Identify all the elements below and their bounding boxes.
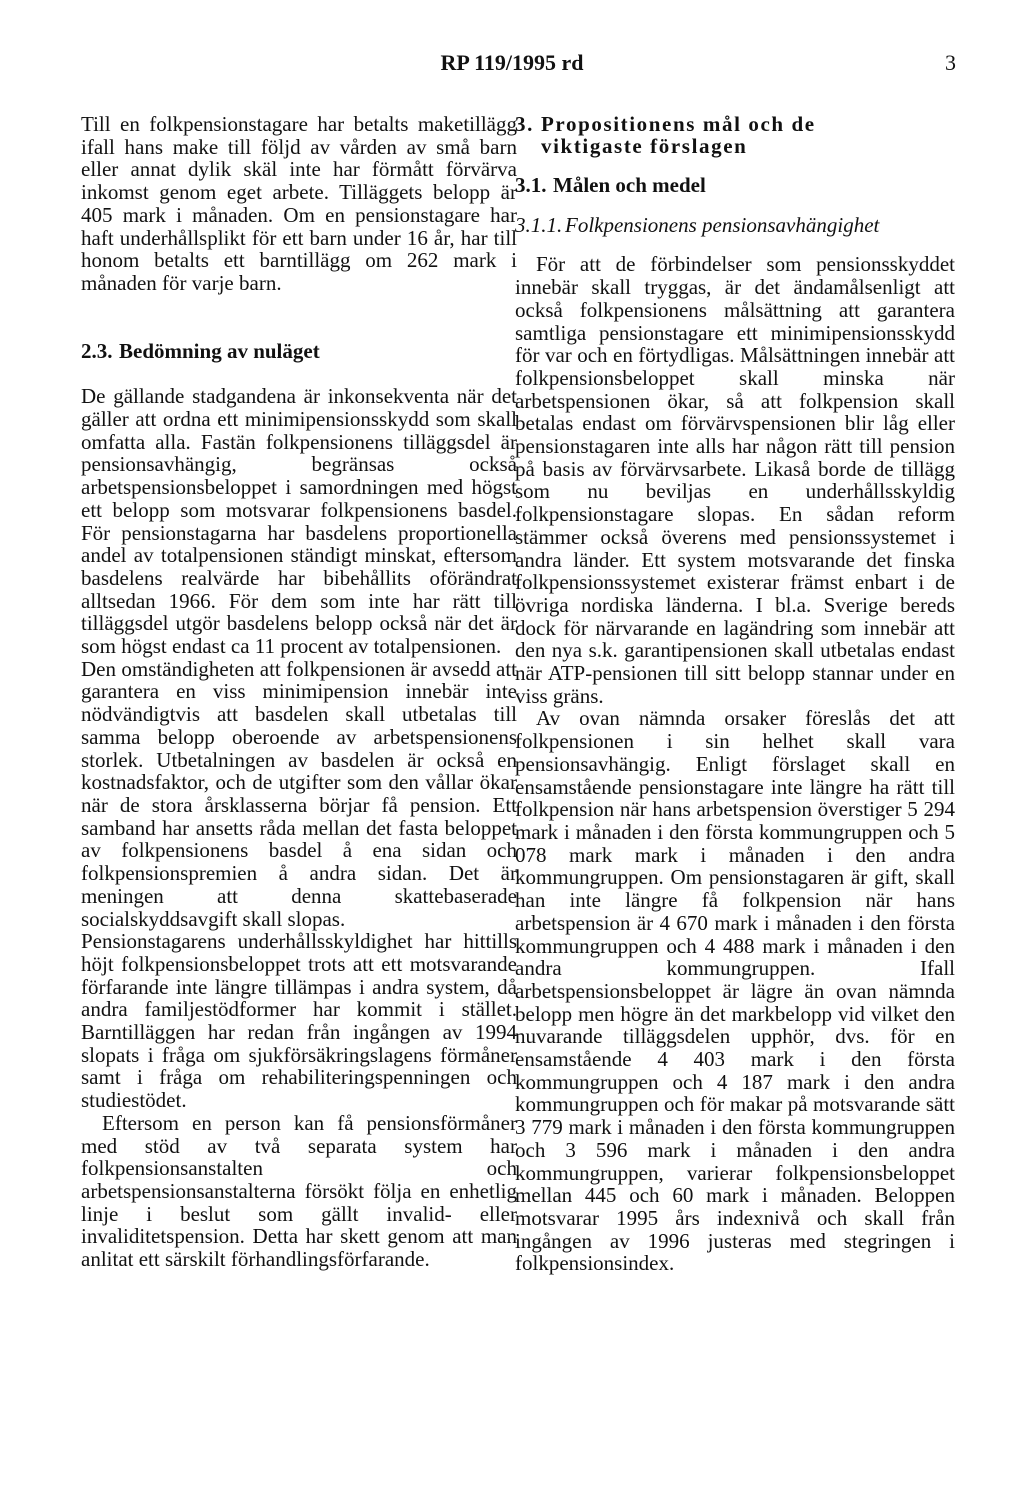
section-title: Bedömning av nuläget xyxy=(119,338,320,363)
section-heading-3 xyxy=(515,113,955,157)
document-reference: RP 119/1995 rd xyxy=(440,50,584,75)
section-heading-2-3 xyxy=(81,340,517,363)
page-header xyxy=(0,50,1024,80)
page-number: 3 xyxy=(945,50,956,75)
paragraph-malsattning: För att de förbindelser som pensionsskyddet innebär skall tryggas, är det ändamålsenligt att också folkpensionens målsättning att garantera samtliga pensionstagare ett minimipensionsskydd för var och en förtydligas. Målsättningen innebär att folkpensionsbeloppet skall minska när arbetspensionen ökar, så att folkpension skall betalas endast om förvärvspensionen blir låg eller pensionstagaren inte alls har någon rätt till pension på basis av förvärvsarbete. Likaså borde de tillägg som nu beviljas en underhållsskyldig folkpensionstagare slopas. En sådan reform stämmer också överens med pensionssystemet i andra länder. Ett system motsvarande det finska folkpensionssystemet existerar främst enbart i de övriga nordiska länderna. I bl.a. Sverige bereds dock för närvarande en lagändring som innebär att den nya s.k. garantipensionen skall utbetalas endast när ATP-pensionen till sitt belopp stannar under en viss gräns. xyxy=(515,252,955,708)
right-column xyxy=(515,113,955,1275)
section-heading-3-1 xyxy=(515,174,955,197)
paragraph-underhallsskyldighet: Pensionstagarens underhållsskyldighet har hittills höjt folkpensionsbeloppet trots att ett motsvarande förfarande inte längre tillämpas i andra system, då andra familjestödformer har kommit i stället. Barntilläggen har redan från ingången av 1994 slopats i fråga om sjukförsäkringslagens förmåner samt i fråga om rehabiliteringspenningen och studiestödet. xyxy=(81,929,517,1113)
paragraph-maketillagg: Till en folkpensionstagare har betalts maketillägg ifall hans make till följd av vården av små barn eller annat dylik skäl inte har förmått förvärva inkomst genom eget arbete. Tilläggets belopp är 405 mark i månaden. Om en pensionstagare har haft underhållsplikt för ett barn under 16 år, har till honom betalts ett barntillägg om 262 mark i månaden för varje barn. xyxy=(81,112,517,295)
paragraph-forhandlingsforfarande: Eftersom en person kan få pensionsförmåner med stöd av två separata system har folkpensionsanstalten och arbetspensionsanstalterna försökt följa en enhetlig linje i beslut som gällt invalid- eller invaliditetspension. Detta har skett genom att man anlitat ett särskilt förhandlingsförfarande. xyxy=(81,1110,517,1272)
section-number: 3.1. xyxy=(515,173,547,197)
section-number: 3.1.1. xyxy=(515,212,563,237)
section-title: Målen och medel xyxy=(553,173,706,197)
left-column xyxy=(81,113,517,1271)
paragraph-forslag: Av ovan nämnda orsaker föreslås det att folkpensionen i sin helhet skall vara pensionsavhängig. Enligt förslaget skall en ensamstående pensionstagare inte längre ha rätt till folkpension när hans arbetspension överstiger 5 294 mark i månaden i den första kommungruppen och 5 078 mark mark i månaden i den andra kommungruppen. Om pensionstagaren är gift, skall han inte längre få folkpension när hans arbetspension är 4 670 mark i månaden i den första kommungruppen och 4 488 mark i månaden i den andra kommungruppen. Ifall arbetspensionsbeloppet är lägre än ovan nämnda belopp men högre än det markbelopp vid vilket den nuvarande tilläggsdelen upphör, dvs. för en ensamstående 4 403 mark i den första kommungruppen och 4 187 mark i den andra kommungruppen och för makar på motsvarande sätt 3 779 mark i månaden i den första kommungruppen och 3 596 mark i månaden i den andra kommungruppen, varierar folkpensionsbeloppet mellan 445 och 60 mark i månaden. Beloppen motsvarar 1995 års indexnivå och skall från ingången av 1996 justeras med stegringen i folkpensionsindex. xyxy=(515,706,955,1276)
subsection-heading-3-1-1 xyxy=(515,214,955,237)
section-title: Folkpensionens pensionsavhängighet xyxy=(565,212,880,237)
paragraph-bedomning: De gällande stadgandena är inkonsekventa när det gäller att ordna ett minimipensionsskydd som skall omfatta alla. Fastän folkpensionens tilläggsdel är pensionsavhängig, begränsas också arbetspensionsbeloppet i samordningen med högst ett belopp som motsvarar folkpensionens basdel. För pensionstagarna har basdelens proportionella andel av totalpensionen ständigt minskat, eftersom basdelens realvärde har bibehållits oförändrat alltsedan 1966. För dem som inte har rätt till tilläggsdel utgör basdelens belopp också när det är som högst endast ca 11 procent av totalpensionen. xyxy=(81,384,517,659)
paragraph-omstandigheten: Den omständigheten att folkpensionen är avsedd att garantera en viss minimipension innebär inte nödvändigtvis att basdelen skall utbetalas till samma belopp oberoende av arbetspensionens storlek. Utbetalningen av basdelen är också en kostnadsfaktor, och de utgifter som den vållar ökar när de stora årsklasserna börjar få pension. Ett samband har ansetts råda mellan det fasta beloppet av folkpensionens basdel å ena sidan och folkpensionspremien å andra sidan. Det är meningen att denna skattebaserade socialskyddsavgift skall slopas. xyxy=(81,656,517,931)
section-number: 2.3. xyxy=(81,338,113,363)
section-number: 3. xyxy=(515,112,534,136)
section-title: Propositionens mål och de viktigaste förslagen xyxy=(541,112,816,158)
